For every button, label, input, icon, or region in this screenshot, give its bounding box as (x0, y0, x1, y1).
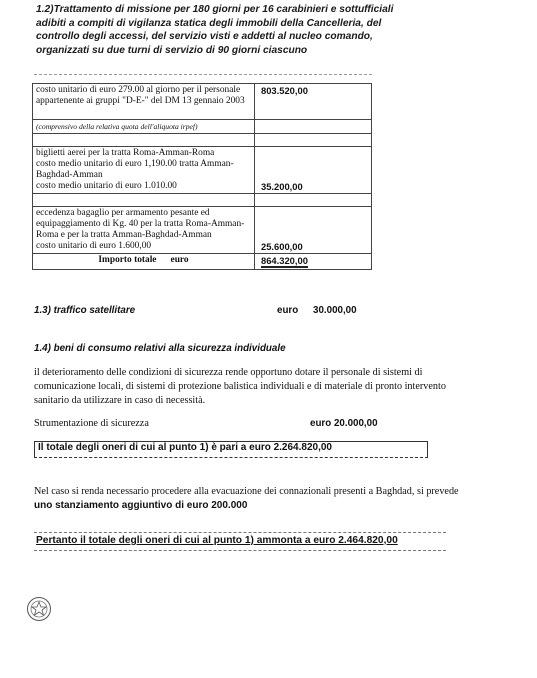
table-row-total (33, 254, 372, 270)
emblem-seal-icon (26, 596, 52, 622)
heading-divider (34, 74, 372, 75)
heading-text: Trattamento di missione per 180 giorni per 16 carabinieri e sottufficiali adibiti a compiti di vigilanza statica degli immobili della Cancelleria, del controllo degli accessi, del servizio visti e addetti al nucleo comando, organizzati su due turni di servizio di 90 giorni ciascuno (36, 4, 394, 56)
total-amount: 864.320,00 (261, 255, 308, 266)
section-heading-1-2 (36, 3, 396, 57)
table-cell-amount: 25.600,00 (255, 207, 372, 254)
table-cell-desc (33, 207, 255, 254)
table-row (33, 207, 372, 254)
flight-line: biglietti aerei per la tratta Roma-Amman-Roma (36, 148, 215, 158)
table-cell-amount: 803.520,00 (255, 84, 372, 120)
table-cell-empty (255, 134, 372, 147)
table-row (33, 134, 372, 147)
total-label: Importo totale (98, 255, 157, 265)
section-1-3-currency: euro (277, 305, 299, 316)
table-cell-empty (33, 134, 255, 147)
table-cell-empty (255, 120, 372, 134)
total-label-cell (33, 254, 255, 270)
heading-number: 1.2) (36, 4, 54, 15)
total-point-1: Il totale degli oneri di cui al punto 1) è pari a euro 2.264.820,00 (38, 442, 332, 453)
baggage-line: eccedenza bagaglio per armamento pesante ed equipaggiamento di Kg. 40 per la tratta Roma-Amman-Roma e per la tratta Amman-Baghdad-Amman (36, 208, 245, 240)
total-currency: euro (170, 255, 189, 265)
section-heading-1-4: 1.4) beni di consumo relativi alla sicurezza individuale (34, 343, 286, 354)
evacuation-paragraph (34, 485, 474, 513)
section-heading-1-3: 1.3) traffico satellitare (34, 305, 136, 316)
security-item-amount: euro 20.000,00 (310, 418, 378, 429)
baggage-line: costo unitario di euro 1.600,00 (36, 241, 152, 251)
section-1-3-amount: 30.000,00 (313, 305, 357, 316)
table-cell-empty (33, 194, 255, 207)
section-1-4-paragraph: il deterioramento delle condizioni di sicurezza rende opportuno dotare il personale di sistemi di comunicazione locali, di sistemi di protezione balistica individuali e di materiale di pronto intervento sanitario da utilizzare in caso di necessità. (34, 367, 446, 407)
evacuation-text: Nel caso si renda necessario procedere alla evacuazione dei connazionali presenti a Baghdad, si prevede (34, 486, 459, 497)
table-cell-amount: 35.200,00 (255, 147, 372, 194)
table-cell-note: (comprensivo della relativa quota dell'aliquota irpef) (33, 120, 255, 134)
table-row (33, 84, 372, 120)
table-row (33, 147, 372, 194)
table-cell-empty (255, 194, 372, 207)
cost-table (32, 83, 372, 270)
table-cell-desc: costo unitario di euro 279.00 al giorno per il personale appartenente ai gruppi "D-E-" del DM 13 gennaio 2003 (33, 84, 255, 120)
table-cell-desc (33, 147, 255, 194)
security-item-label: Strumentazione di sicurezza (34, 418, 149, 429)
evacuation-amount: uno stanziamento aggiuntivo di euro 200.000 (34, 500, 248, 512)
flight-line: costo medio unitario di euro 1.010.00 (36, 181, 177, 191)
total-amount-cell (255, 254, 372, 270)
grand-total: Pertanto il totale degli oneri di cui al punto 1) ammonta a euro 2.464.820,00 (36, 535, 398, 546)
table-row (33, 194, 372, 207)
flight-line: costo medio unitario di euro 1,190.00 tratta Amman-Baghdad-Amman (36, 159, 234, 180)
table-row (33, 120, 372, 134)
